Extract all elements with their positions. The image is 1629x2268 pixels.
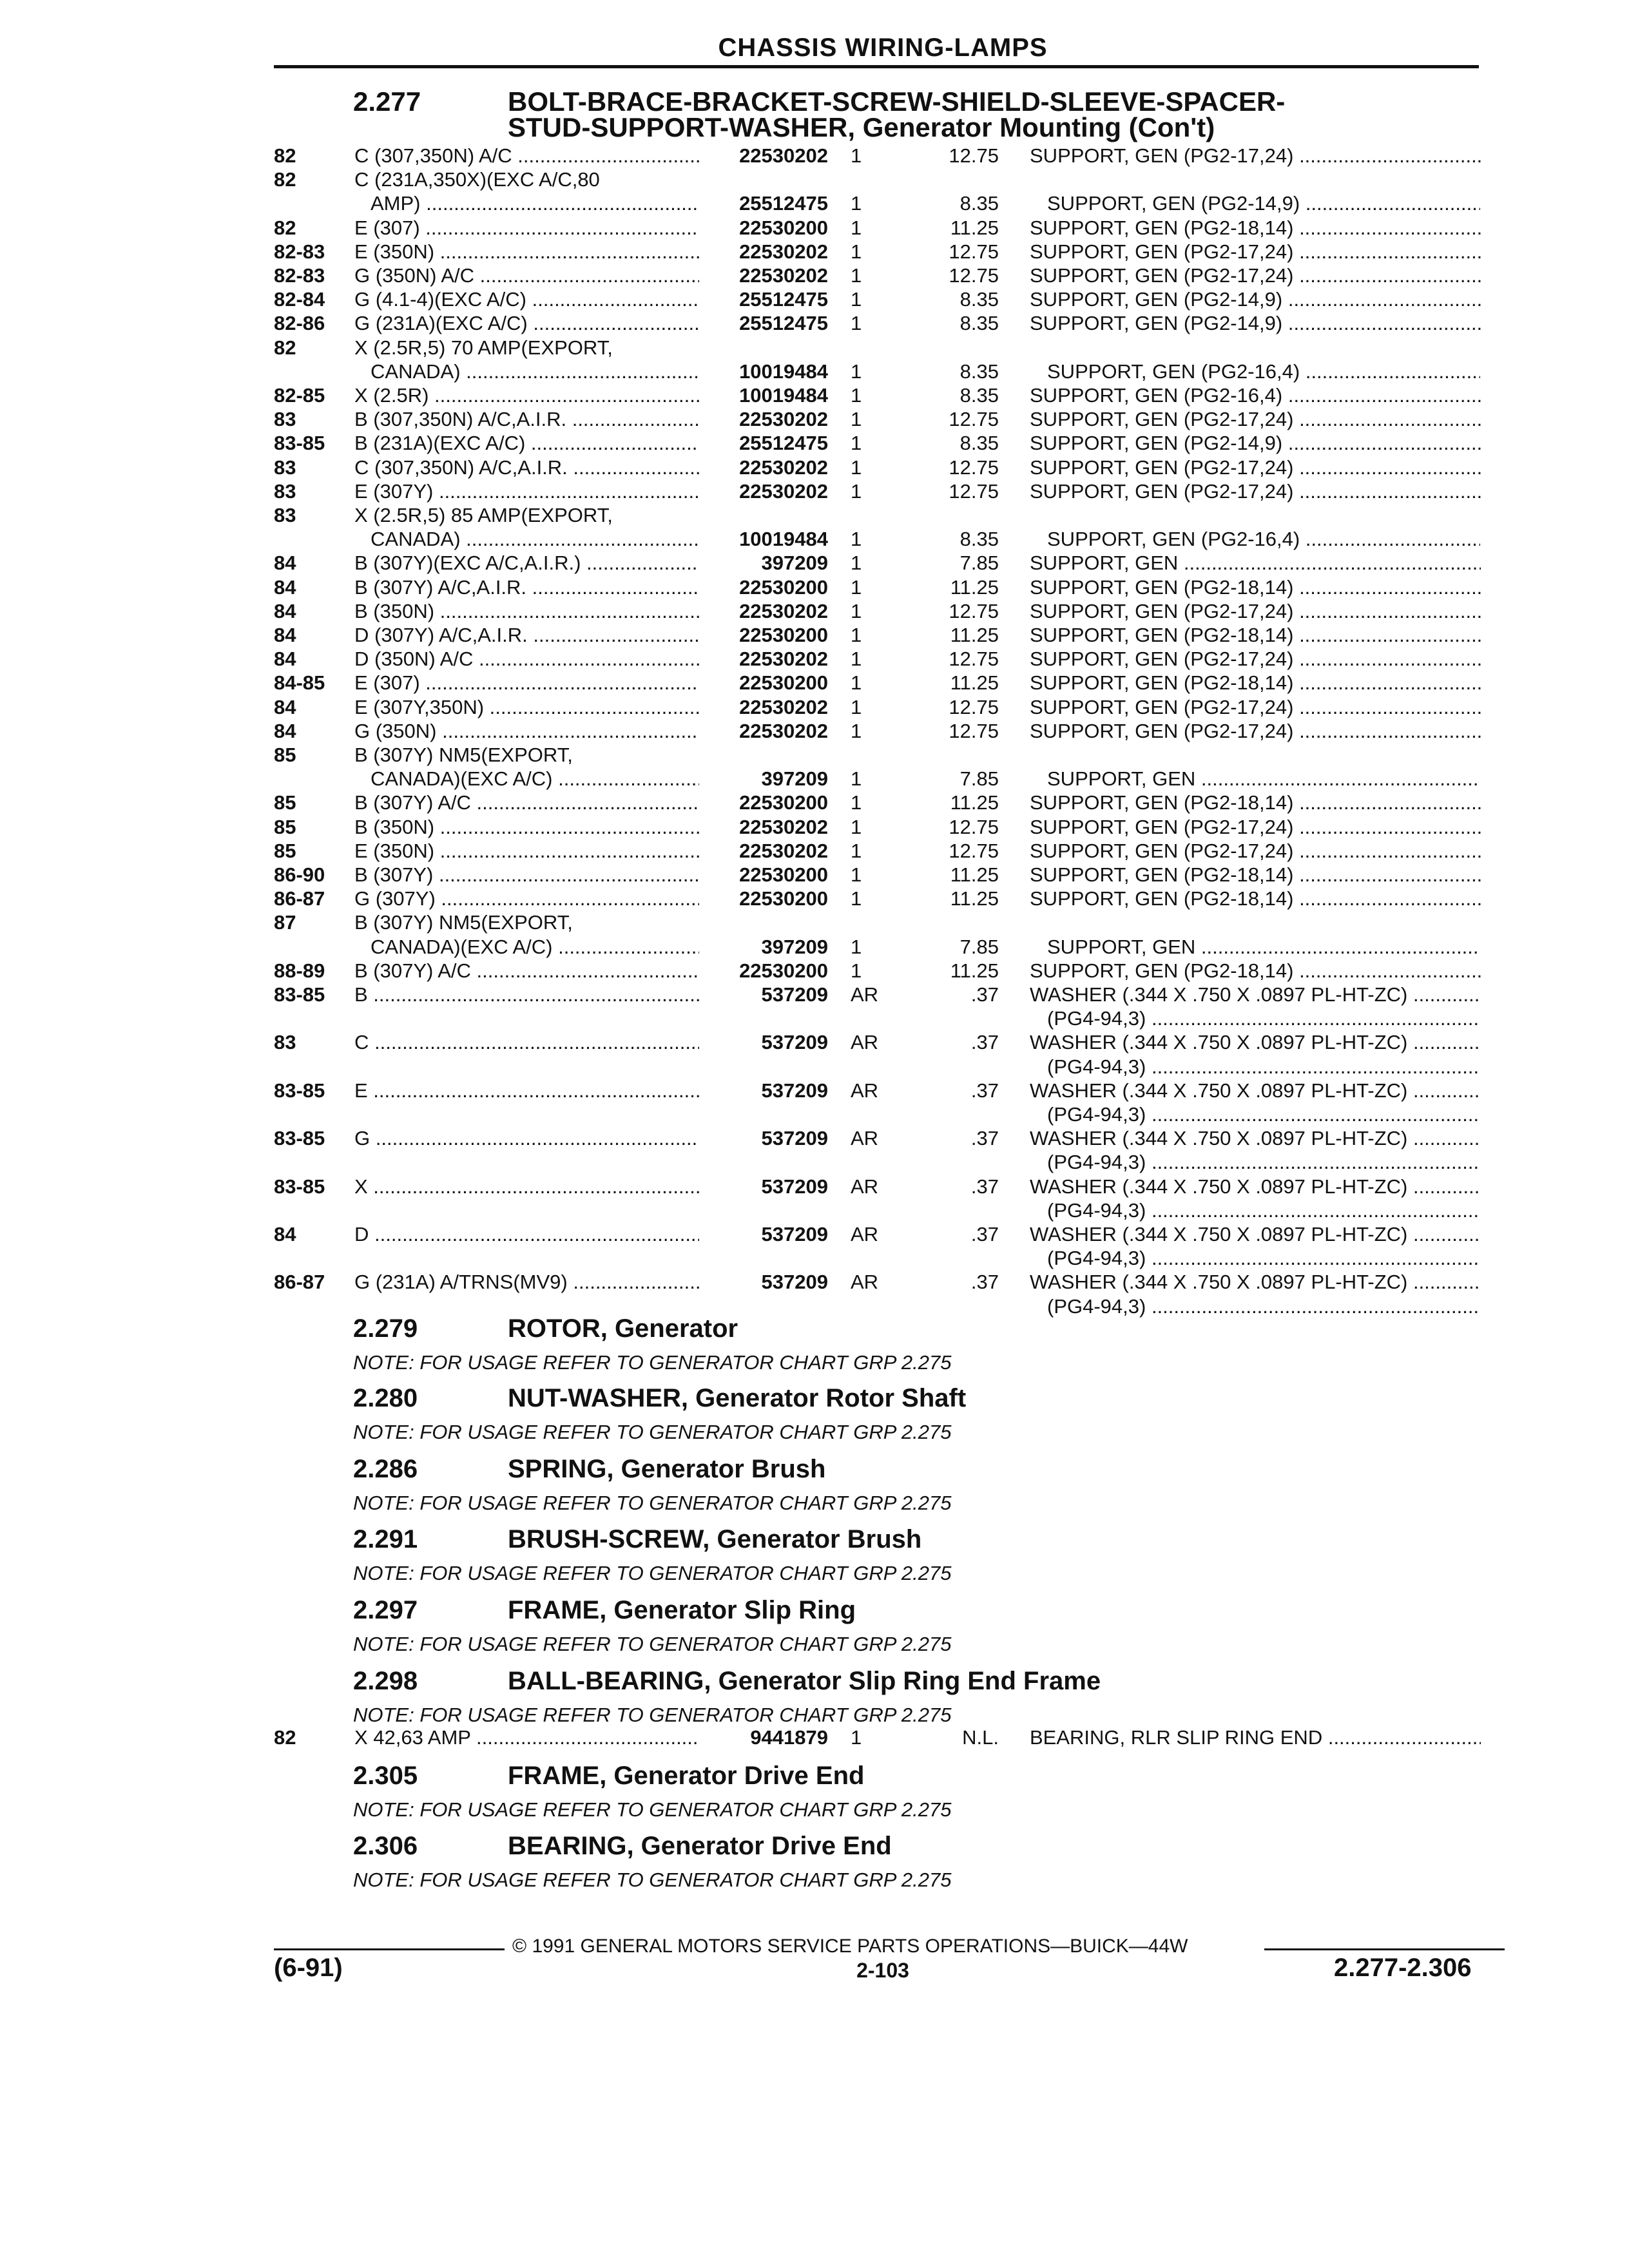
price: 11.25 — [950, 959, 999, 982]
part-name: (PG4-94,3) ..... — [1047, 1006, 1480, 1030]
section-number: 2.298 — [353, 1667, 418, 1695]
section-title-line2: STUD-SUPPORT-WASHER, Generator Mounting (Con't) — [508, 112, 1215, 142]
part-number: 397209 — [761, 552, 828, 575]
quantity: 1 — [851, 863, 862, 886]
model-years: 82 — [274, 144, 296, 167]
part-number: 10019484 — [739, 384, 828, 407]
part-name: SUPPORT, GEN (PG2-17,24) ..... — [1030, 264, 1481, 287]
quantity: 1 — [851, 216, 862, 239]
price: 12.75 — [949, 695, 999, 718]
section-number: 2.280 — [353, 1384, 418, 1412]
part-number: 22530200 — [739, 624, 828, 646]
section-number: 2.277 — [353, 86, 421, 117]
model-years: 84 — [274, 695, 296, 718]
usage-description: X 42,63 AMP ..... — [354, 1725, 699, 1749]
part-name: SUPPORT, GEN (PG2-17,24) ..... — [1030, 695, 1481, 719]
part-name: SUPPORT, GEN (PG2-16,4) ..... — [1047, 360, 1480, 383]
part-name: SUPPORT, GEN ..... — [1030, 551, 1481, 575]
model-years: 88-89 — [274, 959, 325, 982]
model-years: 83 — [274, 479, 296, 503]
part-name: SUPPORT, GEN (PG2-17,24) ..... — [1030, 144, 1481, 168]
part-name: SUPPORT, GEN (PG2-17,24) ..... — [1030, 839, 1481, 863]
quantity: 1 — [851, 624, 862, 646]
usage-description: B ..... — [354, 983, 699, 1006]
part-name: WASHER (.344 X .750 X .0897 PL-HT-ZC) ..... — [1030, 1030, 1481, 1054]
usage-note: NOTE: FOR USAGE REFER TO GENERATOR CHART GRP 2.275 — [353, 1798, 952, 1821]
part-name: SUPPORT, GEN (PG2-16,4) ..... — [1030, 383, 1481, 407]
model-years: 82 — [274, 1726, 296, 1749]
quantity: 1 — [851, 959, 862, 982]
model-years: 87 — [274, 911, 296, 934]
section-title: FRAME, Generator Slip Ring — [508, 1596, 856, 1624]
usage-description: G (350N) ..... — [354, 719, 699, 743]
quantity: 1 — [851, 935, 862, 958]
quantity: 1 — [851, 384, 862, 407]
usage-note: NOTE: FOR USAGE REFER TO GENERATOR CHART GRP 2.275 — [353, 1492, 952, 1514]
model-years: 82-83 — [274, 264, 325, 287]
quantity: 1 — [851, 432, 862, 455]
model-years: 85 — [274, 744, 296, 766]
price: 8.35 — [959, 312, 999, 335]
part-number: 22530202 — [739, 144, 828, 167]
price: 12.75 — [949, 648, 999, 671]
price: 12.75 — [949, 264, 999, 287]
price: 12.75 — [949, 599, 999, 622]
usage-note: NOTE: FOR USAGE REFER TO GENERATOR CHART GRP 2.275 — [353, 1704, 952, 1726]
quantity: 1 — [851, 240, 862, 263]
usage-description: D (350N) A/C ..... — [354, 647, 699, 671]
model-years: 85 — [274, 839, 296, 862]
part-name: SUPPORT, GEN (PG2-18,14) ..... — [1030, 959, 1481, 983]
usage-description: X (2.5R) ..... — [354, 383, 699, 407]
part-name: WASHER (.344 X .750 X .0897 PL-HT-ZC) ..... — [1030, 1079, 1481, 1102]
part-number: 22530200 — [739, 887, 828, 910]
part-name: SUPPORT, GEN (PG2-18,14) ..... — [1030, 216, 1481, 240]
usage-description: CANADA)(EXC A/C) ..... — [371, 767, 699, 791]
usage-description: C (307,350N) A/C ..... — [354, 144, 699, 168]
model-years: 84 — [274, 552, 296, 575]
model-years: 82 — [274, 216, 296, 239]
quantity: 1 — [851, 695, 862, 718]
model-years: 84 — [274, 1223, 296, 1245]
quantity: AR — [851, 1271, 879, 1294]
quantity: AR — [851, 983, 879, 1006]
usage-description: D (307Y) A/C,A.I.R. ..... — [354, 623, 699, 647]
section-title: NUT-WASHER, Generator Rotor Shaft — [508, 1384, 967, 1412]
quantity: AR — [851, 1223, 879, 1245]
quantity: 1 — [851, 144, 862, 167]
usage-note: NOTE: FOR USAGE REFER TO GENERATOR CHART GRP 2.275 — [353, 1351, 952, 1374]
part-number: 22530202 — [739, 839, 828, 862]
part-name: (PG4-94,3) ..... — [1047, 1198, 1480, 1222]
model-years: 82-84 — [274, 288, 325, 311]
quantity: 1 — [851, 528, 862, 551]
price: 12.75 — [949, 408, 999, 431]
usage-description: B (350N) ..... — [354, 815, 699, 839]
footer-copyright: © 1991 GENERAL MOTORS SERVICE PARTS OPERATIONS—BUICK—44W — [512, 1936, 1188, 1957]
footer-rule-left — [274, 1948, 505, 1950]
quantity: 1 — [851, 192, 862, 215]
part-name: (PG4-94,3) ..... — [1047, 1246, 1480, 1270]
part-number: 22530200 — [739, 575, 828, 599]
part-name: SUPPORT, GEN ..... — [1047, 767, 1480, 791]
usage-description: B (307Y) ..... — [354, 863, 699, 887]
quantity: AR — [851, 1127, 879, 1150]
quantity: 1 — [851, 815, 862, 838]
usage-description: B (231A)(EXC A/C) ..... — [354, 431, 699, 455]
part-name: SUPPORT, GEN (PG2-14,9) ..... — [1030, 287, 1481, 311]
price: .37 — [970, 1031, 999, 1054]
model-years: 84 — [274, 624, 296, 646]
part-name: SUPPORT, GEN (PG2-14,9) ..... — [1030, 311, 1481, 335]
model-years: 86-87 — [274, 1271, 325, 1294]
part-name: WASHER (.344 X .750 X .0897 PL-HT-ZC) ..... — [1030, 1175, 1481, 1198]
usage-description: X (2.5R,5) 70 AMP(EXPORT, — [354, 336, 613, 359]
quantity: 1 — [851, 599, 862, 622]
price: 8.35 — [959, 528, 999, 551]
price: 8.35 — [959, 360, 999, 383]
part-name: WASHER (.344 X .750 X .0897 PL-HT-ZC) ..... — [1030, 1126, 1481, 1150]
price: .37 — [970, 1271, 999, 1294]
usage-description: B (307Y)(EXC A/C,A.I.R.) ..... — [354, 551, 699, 575]
model-years: 82-86 — [274, 312, 325, 335]
quantity: 1 — [851, 791, 862, 814]
quantity: 1 — [851, 288, 862, 311]
section-title-line1: BOLT-BRACE-BRACKET-SCREW-SHIELD-SLEEVE-SPACER- — [508, 86, 1286, 117]
part-name: SUPPORT, GEN (PG2-18,14) ..... — [1030, 791, 1481, 814]
price: 11.25 — [950, 624, 999, 646]
section-number: 2.286 — [353, 1455, 418, 1483]
section-number: 2.306 — [353, 1832, 418, 1860]
part-name: (PG4-94,3) ..... — [1047, 1055, 1480, 1079]
model-years: 82-83 — [274, 240, 325, 263]
model-years: 83 — [274, 408, 296, 431]
model-years: 86-90 — [274, 863, 325, 886]
part-name: SUPPORT, GEN (PG2-17,24) ..... — [1030, 719, 1481, 743]
quantity: 1 — [851, 719, 862, 742]
price: .37 — [970, 983, 999, 1006]
section-number: 2.291 — [353, 1525, 418, 1553]
quantity: 1 — [851, 360, 862, 383]
usage-note: NOTE: FOR USAGE REFER TO GENERATOR CHART GRP 2.275 — [353, 1421, 952, 1443]
part-name: SUPPORT, GEN (PG2-18,14) ..... — [1030, 887, 1481, 910]
part-name: SUPPORT, GEN (PG2-18,14) ..... — [1030, 863, 1481, 887]
model-years: 82 — [274, 168, 296, 191]
part-name: SUPPORT, GEN (PG2-17,24) ..... — [1030, 599, 1481, 623]
model-years: 84 — [274, 575, 296, 599]
usage-description: G ..... — [354, 1126, 699, 1150]
usage-description: C (307,350N) A/C,A.I.R. ..... — [354, 456, 699, 479]
page-header-title: CHASSIS WIRING-LAMPS — [718, 34, 1048, 62]
price: 8.35 — [959, 384, 999, 407]
model-years: 83 — [274, 504, 296, 526]
price: 7.85 — [959, 767, 999, 791]
model-years: 84 — [274, 648, 296, 671]
price: N.L. — [962, 1726, 999, 1749]
part-number: 22530200 — [739, 216, 828, 239]
part-number: 25512475 — [739, 312, 828, 335]
price: .37 — [970, 1079, 999, 1102]
usage-description: E (307Y) ..... — [354, 479, 699, 503]
part-name: WASHER (.344 X .750 X .0897 PL-HT-ZC) ..... — [1030, 1222, 1481, 1246]
price: 7.85 — [959, 552, 999, 575]
usage-description: CANADA) ..... — [371, 360, 699, 383]
quantity: 1 — [851, 479, 862, 503]
quantity: 1 — [851, 456, 862, 479]
part-number: 22530200 — [739, 791, 828, 814]
price: 11.25 — [950, 791, 999, 814]
quantity: 1 — [851, 1726, 862, 1749]
usage-description: C ..... — [354, 1030, 699, 1054]
quantity: 1 — [851, 887, 862, 910]
part-name: SUPPORT, GEN (PG2-14,9) ..... — [1030, 431, 1481, 455]
usage-description: B (307Y) NM5(EXPORT, — [354, 744, 573, 766]
usage-description: B (307Y) A/C,A.I.R. ..... — [354, 575, 699, 599]
usage-note: NOTE: FOR USAGE REFER TO GENERATOR CHART GRP 2.275 — [353, 1562, 952, 1584]
part-name: WASHER (.344 X .750 X .0897 PL-HT-ZC) ..... — [1030, 983, 1481, 1006]
part-number: 22530202 — [739, 408, 828, 431]
part-number: 22530202 — [739, 456, 828, 479]
part-number: 22530202 — [739, 719, 828, 742]
price: .37 — [970, 1223, 999, 1245]
quantity: 1 — [851, 264, 862, 287]
part-name: BEARING, RLR SLIP RING END ..... — [1030, 1725, 1481, 1749]
model-years: 82-85 — [274, 384, 325, 407]
part-name: (PG4-94,3) ..... — [1047, 1102, 1480, 1126]
section-number: 2.279 — [353, 1314, 418, 1343]
usage-description: D ..... — [354, 1222, 699, 1246]
section-title: FRAME, Generator Drive End — [508, 1762, 865, 1790]
part-number: 22530202 — [739, 695, 828, 718]
part-name: SUPPORT, GEN (PG2-17,24) ..... — [1030, 407, 1481, 431]
part-number: 22530200 — [739, 671, 828, 695]
part-name: SUPPORT, GEN (PG2-17,24) ..... — [1030, 456, 1481, 479]
part-name: SUPPORT, GEN (PG2-17,24) ..... — [1030, 240, 1481, 264]
quantity: 1 — [851, 767, 862, 791]
part-number: 25512475 — [739, 432, 828, 455]
section-title: BRUSH-SCREW, Generator Brush — [508, 1525, 922, 1553]
part-number: 537209 — [761, 1127, 828, 1150]
part-name: SUPPORT, GEN (PG2-17,24) ..... — [1030, 815, 1481, 839]
usage-description: X ..... — [354, 1175, 699, 1198]
price: 12.75 — [949, 456, 999, 479]
part-number: 22530200 — [739, 863, 828, 886]
usage-description: G (350N) A/C ..... — [354, 264, 699, 287]
section-title: SPRING, Generator Brush — [508, 1455, 826, 1483]
model-years: 84-85 — [274, 671, 325, 695]
part-number: 25512475 — [739, 192, 828, 215]
model-years: 84 — [274, 599, 296, 622]
usage-description: E (350N) ..... — [354, 240, 699, 264]
usage-description: CANADA)(EXC A/C) ..... — [371, 935, 699, 959]
price: 11.25 — [950, 575, 999, 599]
price: 8.35 — [959, 192, 999, 215]
part-number: 537209 — [761, 1079, 828, 1102]
usage-note: NOTE: FOR USAGE REFER TO GENERATOR CHART GRP 2.275 — [353, 1869, 952, 1891]
model-years: 83 — [274, 456, 296, 479]
part-number: 397209 — [761, 935, 828, 958]
price: 8.35 — [959, 432, 999, 455]
model-years: 84 — [274, 719, 296, 742]
usage-description: E ..... — [354, 1079, 699, 1102]
model-years: 83-85 — [274, 1127, 325, 1150]
part-name: SUPPORT, GEN (PG2-18,14) ..... — [1030, 623, 1481, 647]
usage-description: G (231A) A/TRNS(MV9) ..... — [354, 1270, 699, 1294]
model-years: 86-87 — [274, 887, 325, 910]
quantity: 1 — [851, 671, 862, 695]
price: 8.35 — [959, 288, 999, 311]
part-name: SUPPORT, GEN (PG2-14,9) ..... — [1047, 191, 1480, 215]
quantity: 1 — [851, 648, 862, 671]
section-title: BALL-BEARING, Generator Slip Ring End Frame — [508, 1667, 1101, 1695]
usage-note: NOTE: FOR USAGE REFER TO GENERATOR CHART GRP 2.275 — [353, 1633, 952, 1655]
price: .37 — [970, 1175, 999, 1198]
quantity: 1 — [851, 408, 862, 431]
part-name: SUPPORT, GEN (PG2-16,4) ..... — [1047, 527, 1480, 551]
part-number: 537209 — [761, 1223, 828, 1245]
section-title: BEARING, Generator Drive End — [508, 1832, 892, 1860]
price: 7.85 — [959, 935, 999, 958]
part-name: (PG4-94,3) ..... — [1047, 1150, 1480, 1174]
part-number: 537209 — [761, 1271, 828, 1294]
section-number: 2.305 — [353, 1762, 418, 1790]
model-years: 83-85 — [274, 1175, 325, 1198]
quantity: 1 — [851, 312, 862, 335]
price: 11.25 — [950, 863, 999, 886]
part-name: SUPPORT, GEN (PG2-18,14) ..... — [1030, 671, 1481, 695]
quantity: 1 — [851, 552, 862, 575]
price: 12.75 — [949, 839, 999, 862]
quantity: AR — [851, 1175, 879, 1198]
usage-description: E (307Y,350N) ..... — [354, 695, 699, 719]
price: 11.25 — [950, 671, 999, 695]
price: 12.75 — [949, 479, 999, 503]
usage-description: B (307Y) A/C ..... — [354, 791, 699, 814]
price: 12.75 — [949, 815, 999, 838]
model-years: 83 — [274, 1031, 296, 1054]
part-number: 22530202 — [739, 599, 828, 622]
usage-description: X (2.5R,5) 85 AMP(EXPORT, — [354, 504, 613, 526]
part-number: 537209 — [761, 983, 828, 1006]
part-name: (PG4-94,3) ..... — [1047, 1294, 1480, 1318]
section-number: 2.297 — [353, 1596, 418, 1624]
usage-description: E (350N) ..... — [354, 839, 699, 863]
part-number: 22530202 — [739, 240, 828, 263]
price: .37 — [970, 1127, 999, 1150]
price: 11.25 — [950, 216, 999, 239]
section-title: ROTOR, Generator — [508, 1314, 738, 1343]
part-name: SUPPORT, GEN (PG2-17,24) ..... — [1030, 479, 1481, 503]
model-years: 82 — [274, 336, 296, 359]
usage-description: E (307) ..... — [354, 216, 699, 240]
part-number: 22530200 — [739, 959, 828, 982]
part-number: 22530202 — [739, 815, 828, 838]
usage-description: CANADA) ..... — [371, 527, 699, 551]
part-number: 537209 — [761, 1031, 828, 1054]
model-years: 85 — [274, 791, 296, 814]
model-years: 83-85 — [274, 432, 325, 455]
quantity: 1 — [851, 839, 862, 862]
part-number: 9441879 — [750, 1726, 828, 1749]
price: 12.75 — [949, 240, 999, 263]
part-name: SUPPORT, GEN (PG2-17,24) ..... — [1030, 647, 1481, 671]
part-number: 25512475 — [739, 288, 828, 311]
quantity: 1 — [851, 575, 862, 599]
price: 12.75 — [949, 719, 999, 742]
part-number: 10019484 — [739, 528, 828, 551]
footer-rule-right — [1264, 1948, 1505, 1950]
part-number: 10019484 — [739, 360, 828, 383]
part-number: 397209 — [761, 767, 828, 791]
part-number: 537209 — [761, 1175, 828, 1198]
model-years: 83-85 — [274, 1079, 325, 1102]
price: 11.25 — [950, 887, 999, 910]
part-number: 22530202 — [739, 479, 828, 503]
footer-group-range: 2.277-2.306 — [1334, 1954, 1472, 1982]
usage-description: B (350N) ..... — [354, 599, 699, 623]
part-number: 22530202 — [739, 264, 828, 287]
part-number: 22530202 — [739, 648, 828, 671]
usage-description: B (307,350N) A/C,A.I.R. ..... — [354, 407, 699, 431]
quantity: AR — [851, 1079, 879, 1102]
usage-description: C (231A,350X)(EXC A/C,80 — [354, 168, 600, 191]
part-name: WASHER (.344 X .750 X .0897 PL-HT-ZC) ..... — [1030, 1270, 1481, 1294]
part-name: SUPPORT, GEN (PG2-18,14) ..... — [1030, 575, 1481, 599]
model-years: 85 — [274, 815, 296, 838]
usage-description: B (307Y) A/C ..... — [354, 959, 699, 983]
usage-description: G (307Y) ..... — [354, 887, 699, 910]
part-name: SUPPORT, GEN ..... — [1047, 935, 1480, 959]
footer-date: (6-91) — [274, 1954, 343, 1982]
quantity: AR — [851, 1031, 879, 1054]
usage-description: G (4.1-4)(EXC A/C) ..... — [354, 287, 699, 311]
usage-description: AMP) ..... — [371, 191, 699, 215]
usage-description: E (307) ..... — [354, 671, 699, 695]
footer-page-number: 2-103 — [856, 1959, 909, 1982]
price: 12.75 — [949, 144, 999, 167]
model-years: 83-85 — [274, 983, 325, 1006]
usage-description: B (307Y) NM5(EXPORT, — [354, 911, 573, 934]
usage-description: G (231A)(EXC A/C) ..... — [354, 311, 699, 335]
